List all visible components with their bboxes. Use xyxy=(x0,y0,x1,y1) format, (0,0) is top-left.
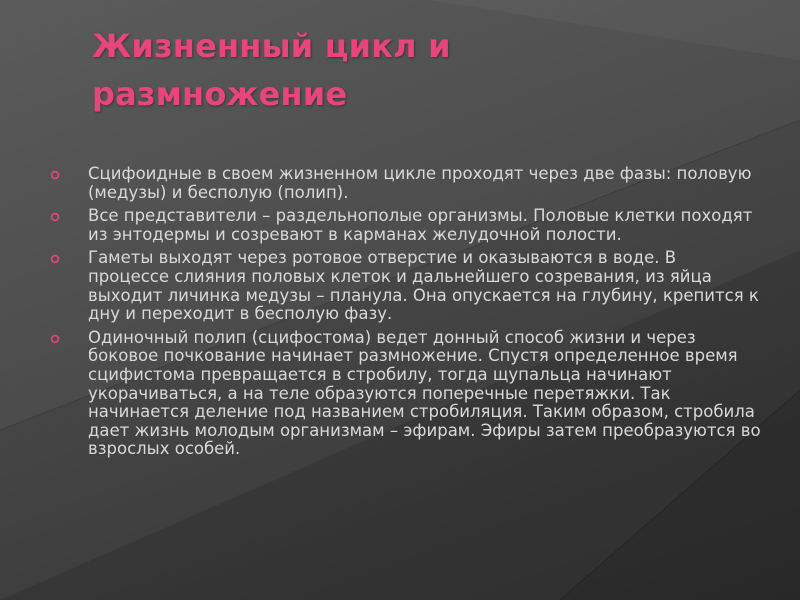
hollow-circle-bullet-icon xyxy=(50,334,60,344)
list-item xyxy=(50,329,762,459)
slide-title-line-2: размножение xyxy=(92,75,348,113)
bullet-text: Гаметы выходят через ротовое отверстие и оказываются в воде. В процессе слияния половых клеток и дальнейшего созревания, из яйца выходит личинка медузы – планула. Она опускается на глубину, крепится к дну и переходит в бесполую фазу. xyxy=(88,248,759,324)
slide-title xyxy=(92,22,752,118)
list-item xyxy=(50,207,762,244)
bullet-text: Все представители – раздельнополые организмы. Половые клетки походят из энтодермы и созревают в карманах желудочной полости. xyxy=(88,206,753,244)
list-item xyxy=(50,165,762,202)
hollow-circle-bullet-icon xyxy=(50,170,60,180)
list-item xyxy=(50,249,762,323)
bullet-text: Одиночный полип (сцифостома) ведет донный способ жизни и через боковое почкование начинает размножение. Спустя определенное время сцифистома превращается в стробилу, тогда щупальца начинают укорачиваться, а на теле образуются поперечные перетяжки. Так начинается деление под названием стробиляция. Таким образом, стробила дает жизнь молодым организмам – эфирам. Эфиры затем преобразуются во взрослых особей. xyxy=(88,327,761,459)
bullet-list xyxy=(50,165,762,464)
hollow-circle-bullet-icon xyxy=(50,254,60,264)
bullet-text: Сцифоидные в своем жизненном цикле проходят через две фазы: половую (медузы) и бесполую (полип). xyxy=(88,164,752,202)
hollow-circle-bullet-icon xyxy=(50,212,60,222)
slide-title-line-1: Жизненный цикл и xyxy=(92,27,451,65)
